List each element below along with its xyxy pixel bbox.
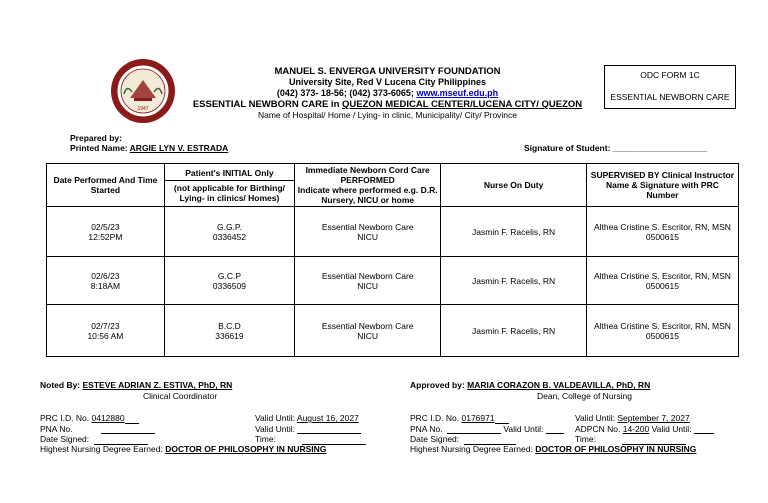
row-instructor: Althea Cristine S. Escritor, RN, MSN <box>593 270 731 281</box>
noted-prc-label: PRC I.D. No. <box>40 413 90 423</box>
approved-adpcn-valid-label: Valid Until: <box>651 423 692 434</box>
table-row <box>47 257 739 305</box>
row-date: 02/7/23 <box>91 320 120 331</box>
header-supervised: SUPERVISED BY Clinical Instructor Name & Signature with PRC Number <box>586 164 738 207</box>
row-time: 10:56 AM <box>87 330 124 341</box>
form-title <box>180 99 595 110</box>
row-prc: 0500615 <box>645 330 679 341</box>
noted-credentials-right <box>255 413 385 445</box>
approved-adpcn: 14-200 <box>622 423 650 434</box>
website-link[interactable]: www.mseuf.edu.ph <box>416 88 499 98</box>
noted-credentials-left <box>40 413 260 445</box>
title-prefix: ESSENTIAL NEWBORN CARE in <box>192 99 340 110</box>
approved-credentials-left <box>410 413 580 445</box>
noted-by-section <box>40 380 380 401</box>
title-place: QUEZON MEDICAL CENTER/LUCENA CITY/ QUEZON <box>342 99 583 110</box>
row-patient-id: 336619 <box>215 330 244 341</box>
institution-name: MANUEL S. ENVERGA UNIVERSITY FOUNDATION <box>274 66 501 77</box>
university-seal-logo <box>110 58 176 124</box>
row-instructor: Althea Cristine S. Escritor, RN, MSN <box>593 320 731 331</box>
row-prc: 0500615 <box>645 280 679 291</box>
approved-by-section <box>410 380 750 401</box>
noted-degree-value: DOCTOR OF PHILOSOPHY IN NURSING <box>165 444 327 454</box>
institution-contact <box>180 88 595 99</box>
approved-valid-until-label: Valid Until: <box>575 413 615 423</box>
row-where: NICU <box>357 330 379 341</box>
approved-name: MARIA CORAZON B. VALDEAVILLA, PhD, RN <box>467 380 651 390</box>
header-initial: Patient's INITIAL Only (not applicable for Birthing/ Lying- in clinics/ Homes) <box>164 164 294 207</box>
approved-label: Approved by: <box>410 380 465 390</box>
row-care: Essential Newborn Care <box>321 270 414 281</box>
row-nurse: Jasmin F. Racelis, RN <box>441 305 587 357</box>
approved-role: Dean, College of Nursing <box>537 390 632 401</box>
noted-degree-label: Highest Nursing Degree Earned: <box>40 444 163 454</box>
row-time: 12:52PM <box>88 231 123 242</box>
row-time: 8:18AM <box>90 280 121 291</box>
header-initial-note: (not applicable for Birthing/ Lying- in clinics/ Homes) <box>165 180 294 205</box>
header-date: Date Performed And Time Started <box>47 164 165 207</box>
approved-prc-label: PRC I.D. No. <box>410 413 460 423</box>
row-where: NICU <box>357 280 379 291</box>
row-nurse: Jasmin F. Racelis, RN <box>441 257 587 305</box>
noted-pna-label: PNA No. <box>40 423 73 434</box>
row-date: 02/6/23 <box>91 270 120 281</box>
prepared-label: Prepared by: <box>70 133 122 143</box>
approved-pna-valid-label: Valid Until: <box>503 423 544 434</box>
institution-address: University Site, Red V Lucena City Philippines <box>288 77 487 87</box>
row-prc: 0500615 <box>645 231 679 242</box>
table-row <box>47 305 739 357</box>
approved-valid-until: September 7, 2027 <box>617 413 690 423</box>
row-patient-id: 0336452 <box>212 231 246 242</box>
row-where: NICU <box>357 231 379 242</box>
approved-adpcn-label: ADPCN No. <box>575 423 621 434</box>
row-care: Essential Newborn Care <box>321 320 414 331</box>
seal-year: 1947 <box>137 106 149 112</box>
noted-name: ESTEVE ADRIAN Z. ESTIVA, PhD, RN <box>82 380 233 390</box>
approved-pna-label: PNA No. <box>410 423 443 434</box>
row-initial: G.G.P. <box>216 221 242 232</box>
approved-credentials-right <box>575 413 760 445</box>
header-cord-note: Indicate where performed e.g. D.R. Nursery, NICU or home <box>297 185 438 205</box>
noted-degree <box>40 444 400 455</box>
document-header <box>180 66 595 120</box>
noted-time-label: Time: <box>255 434 276 444</box>
row-date: 02/5/23 <box>91 221 120 232</box>
row-care: Essential Newborn Care <box>321 221 414 232</box>
noted-role: Clinical Coordinator <box>143 390 218 401</box>
form-name: ESSENTIAL NEWBORN CARE <box>610 92 730 102</box>
printed-name-label: Printed Name: <box>70 143 128 153</box>
approved-degree-label: Highest Nursing Degree Earned: <box>410 444 533 454</box>
approved-degree <box>410 444 760 455</box>
table-row <box>47 207 739 257</box>
student-signature: Signature of Student: ____________________ <box>524 143 708 153</box>
approved-date-signed-label: Date Signed: <box>410 434 460 444</box>
header-cord-care: Immediate Newborn Cord Care PERFORMED Indicate where performed e.g. D.R. Nursery, NICU or home <box>295 164 441 207</box>
row-patient-id: 0336509 <box>212 280 246 291</box>
form-code-box <box>604 65 736 109</box>
noted-prc: 0412880 <box>91 413 125 423</box>
header-nurse: Nurse On Duty <box>441 164 587 207</box>
care-log-table <box>46 163 739 357</box>
noted-valid-until: August 16, 2027 <box>296 413 359 423</box>
phone-numbers: (042) 373- 18-56; (042) 373-6065; <box>276 88 414 98</box>
prepared-by <box>70 133 228 153</box>
approved-time-label: Time: <box>575 434 596 444</box>
approved-degree-value: DOCTOR OF PHILOSOPHY IN NURSING <box>535 444 697 454</box>
row-instructor: Althea Cristine S. Escritor, RN, MSN <box>593 221 731 232</box>
noted-valid-until-label: Valid Until: <box>255 413 295 423</box>
place-subtitle: Name of Hospital/ Home / Lying- in clinic, Municipality/ City/ Province <box>257 110 518 120</box>
form-code: ODC FORM 1C <box>640 70 700 80</box>
approved-prc: 0176971 <box>461 413 495 423</box>
row-nurse: Jasmin F. Racelis, RN <box>441 207 587 257</box>
row-initial: G.C.P <box>217 270 241 281</box>
noted-date-signed-label: Date Signed: <box>40 434 90 444</box>
printed-name: ARGIE LYN V. ESTRADA <box>129 143 229 153</box>
noted-valid-until2-label: Valid Until: <box>255 423 295 434</box>
noted-label: Noted By: <box>40 380 81 390</box>
row-initial: B.C.D <box>218 320 241 331</box>
